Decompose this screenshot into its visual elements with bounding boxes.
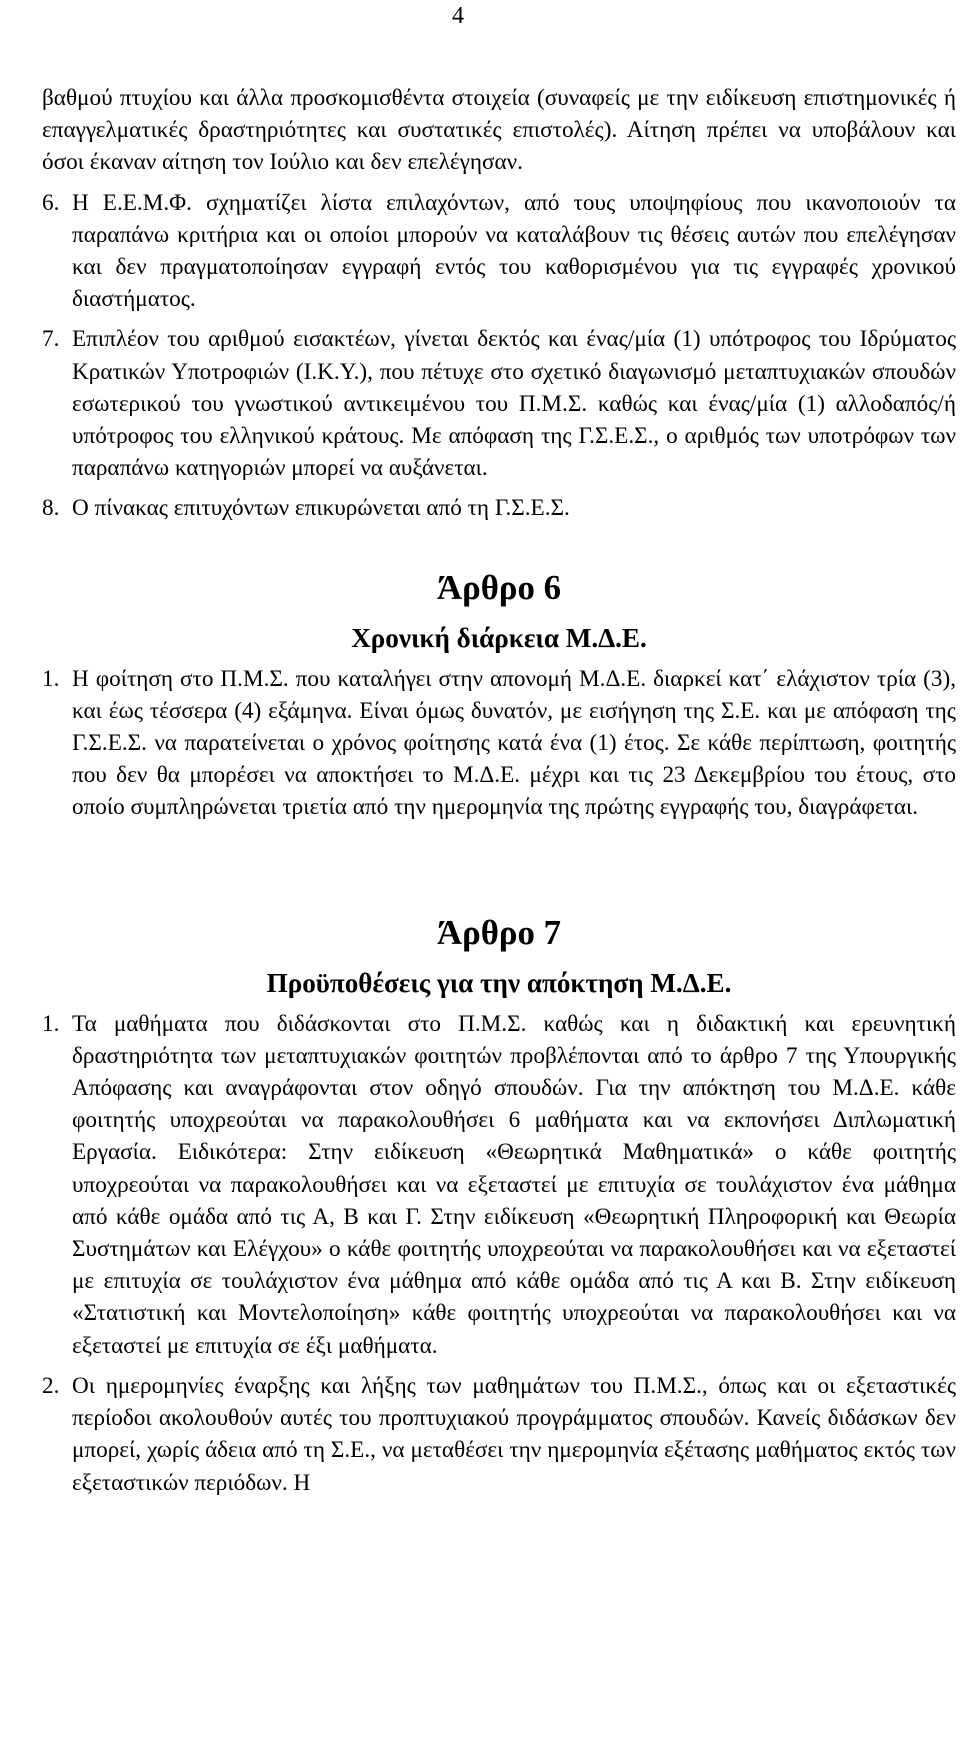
list-item bbox=[42, 323, 956, 484]
article-6-title: Άρθρο 6 bbox=[436, 567, 562, 607]
article-6-subtitle: Χρονική διάρκεια Μ.Δ.Ε. bbox=[351, 622, 647, 653]
spacer bbox=[42, 824, 956, 870]
list-item-number: 6. bbox=[42, 189, 60, 216]
spacer bbox=[42, 1000, 956, 1008]
spacer bbox=[42, 525, 956, 571]
list-item bbox=[42, 1008, 956, 1362]
list-item bbox=[42, 663, 956, 824]
list-item bbox=[42, 492, 956, 524]
article-7-title: Άρθρο 7 bbox=[436, 912, 562, 952]
spacer bbox=[42, 605, 956, 621]
spacer bbox=[42, 179, 956, 187]
list-item-number: 7. bbox=[42, 326, 60, 353]
list-item-number: 1. bbox=[42, 1010, 60, 1037]
list-item bbox=[42, 1370, 956, 1499]
list-item bbox=[42, 187, 956, 316]
list-item-text: Η φοίτηση στο Π.Μ.Σ. που καταλήγει στην απονομή Μ.Δ.Ε. διαρκεί κατ΄ ελάχιστον τρία (3), και έως τέσσερα (4) εξάμηνα. Είναι όμως δυνατόν, με εισήγηση της Σ.Ε. και με απόφαση της Γ.Σ.Ε.Σ. να παρατείνεται ο χρόνος φοίτησης κατά ένα (1) έτος. Σε κάθε περίπτωση, φοιτητής που δεν θα μπορέσει να αποκτήσει το Μ.Δ.Ε. μέχρι και τις 23 Δεκεμβρίου του έτους, στο οποίο συμπληρώνεται τριετία από την ημερομηνία της πρώτης εγγραφής του, διαγράφεται. bbox=[72, 665, 956, 821]
spacer bbox=[42, 484, 956, 492]
spacer bbox=[42, 1362, 956, 1370]
list-item-number: 8. bbox=[42, 495, 60, 522]
spacer bbox=[42, 950, 956, 966]
page-number: 4 bbox=[452, 3, 464, 29]
article-7-subtitle: Προϋποθέσεις για την απόκτηση Μ.Δ.Ε. bbox=[266, 967, 732, 998]
list-item-number: 2. bbox=[42, 1372, 60, 1399]
list-item-text: Η Ε.Ε.Μ.Φ. σχηματίζει λίστα επιλαχόντων, από τους υποψηφίους που ικανοποιούν τα παραπάνω κριτήρια και οι οποίοι μπορούν να καταλάβουν τις θέσεις αυτών που επελέγησαν και δεν πραγματοποίησαν εγγραφή εντός του καθορισμένου για τις εγγραφές χρονικού διαστήματος. bbox=[72, 189, 956, 313]
list-item-text: Ο πίνακας επιτυχόντων επικυρώνεται από τη Γ.Σ.Ε.Σ. bbox=[72, 495, 570, 522]
list-item-text: Επιπλέον του αριθμού εισακτέων, γίνεται δεκτός και ένας/μία (1) υπότροφος του Ιδρύματος Κρατικών Υποτροφιών (Ι.Κ.Υ.), που πέτυχε στο σχετικό διαγωνισμό μεταπτυχιακών σπουδών εσωτερικού του γνωστικού αντικειμένου του Π.Μ.Σ. καθώς και ένας/μία (1) αλλοδαπός/ή υπότροφος του ελληνικού κράτους. Με απόφαση της Γ.Σ.Ε.Σ., ο αριθμός των υποτρόφων των παραπάνω κατηγοριών μπορεί να αυξάνεται. bbox=[72, 326, 956, 482]
intro-paragraph: βαθμού πτυχίου και άλλα προσκομισθέντα στοιχεία (συναφείς με την ειδίκευση επιστημονικές ή επαγγελματικές δραστηριότητες και συστατικές επιστολές). Αίτηση πρέπει να υποβάλουν και όσοι έκαναν αίτηση τον Ιούλιο και δεν επελέγησαν. bbox=[42, 85, 956, 176]
document-body bbox=[42, 82, 956, 1499]
spacer bbox=[42, 870, 956, 916]
spacer bbox=[42, 315, 956, 323]
list-item-text: Οι ημερομηνίες έναρξης και λήξης των μαθημάτων του Π.Μ.Σ., όπως και οι εξεταστικές περίοδοι ακολουθούν αυτές του προπτυχιακού προγράμματος σπουδών. Κανείς διδάσκων δεν μπορεί, χωρίς άδεια από τη Σ.Ε., να μεταθέσει την ημερομηνία εξέτασης μαθήματος εκτός των εξεταστικών περιόδων. Η bbox=[72, 1372, 956, 1496]
list-item-number: 1. bbox=[42, 665, 60, 692]
list-item-text: Τα μαθήματα που διδάσκονται στο Π.Μ.Σ. καθώς και η διδακτική και ερευνητική δραστηριότητα των μεταπτυχιακών φοιτητών προβλέπονται από το άρθρο 7 της Υπουργικής Απόφασης και αναγράφονται στον οδηγό σπουδών. Για την απόκτηση του Μ.Δ.Ε. κάθε φοιτητής υποχρεούται να παρακολουθήσει 6 μαθήματα και να εκπονήσει Διπλωματική Εργασία. Ειδικότερα: Στην ειδίκευση «Θεωρητικά Μαθηματικά» ο κάθε φοιτητής υποχρεούται να παρακολουθήσει και να εξεταστεί με επιτυχία σε τουλάχιστον ένα μάθημα από κάθε ομάδα από τις Α, Β και Γ. Στην ειδίκευση «Θεωρητική Πληροφορική και Θεωρία Συστημάτων και Ελέγχου» ο κάθε φοιτητής υποχρεούται να παρακολουθήσει και να εξεταστεί με επιτυχία σε τουλάχιστον ένα μάθημα από κάθε ομάδα από τις Α και Β. Στην ειδίκευση «Στατιστική και Μοντελοποίηση» κάθε φοιτητής υποχρεούται να παρακολουθήσει και να εξεταστεί με επιτυχία σε έξι μαθήματα. bbox=[72, 1010, 956, 1359]
spacer bbox=[42, 655, 956, 663]
